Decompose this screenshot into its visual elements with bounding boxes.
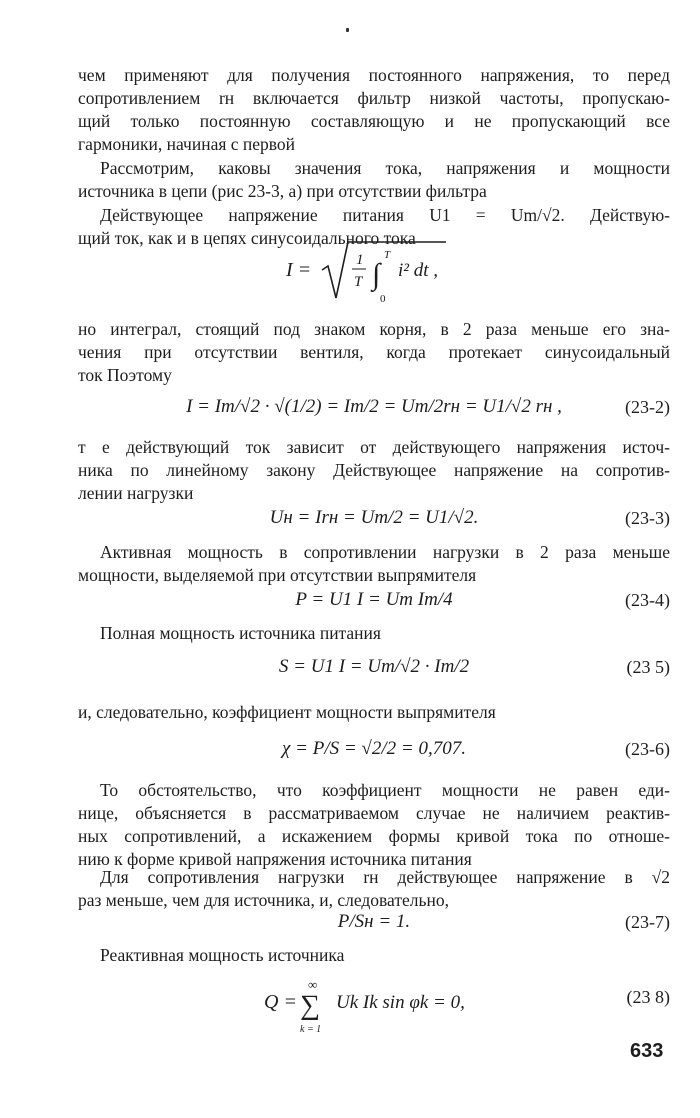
- text-line: ток Поэтому: [78, 365, 172, 385]
- text-line: щий ток, как и в цепях синусоидального тока: [78, 228, 416, 248]
- equation-body: S = U1 I = Um/√2 · Im/2: [278, 656, 470, 677]
- text-line: раз меньше, чем для источника, и, следовательно,: [78, 890, 449, 910]
- text-line: чения при отсутствии вентиля, когда протекает синусоидальный: [78, 342, 670, 362]
- eq-lower-limit: k = 1: [300, 1024, 322, 1035]
- text-line: источника в цепи (рис 23-3, а) при отсутствии фильтра: [78, 181, 487, 201]
- page-number: 633: [630, 1040, 664, 1062]
- integral-equation: [286, 236, 486, 306]
- equation-number: (23-4): [625, 590, 670, 610]
- text-line: мощности, выделяемой при отсутствии выпрямителя: [78, 565, 477, 585]
- eq-body: Uk Ik sin φk = 0,: [336, 992, 465, 1013]
- eq-lower-limit: 0: [380, 293, 386, 305]
- text-line: лении нагрузки: [78, 483, 194, 503]
- text-line: но интеграл, стоящий под знаком корня, в 2 раза меньше его зна-: [78, 319, 670, 339]
- equation-body: χ = P/S = √2/2 = 0,707.: [282, 738, 466, 759]
- eq-numerator: 1: [356, 252, 364, 268]
- equation-number: (23 8): [626, 987, 670, 1007]
- text-line: щий только постоянную составляющую и не пропускающий все: [78, 111, 670, 131]
- text-line: ника по линейному закону Действующее напряжение на сопротив-: [78, 460, 670, 480]
- eq-denominator: T: [354, 274, 363, 290]
- equation-body: P/Sн = 1.: [337, 911, 411, 932]
- text-line: Активная мощность в сопротивлении нагрузки в 2 раза меньше: [100, 542, 670, 562]
- equation-23-6: [78, 734, 670, 764]
- text-line: т е действующий ток зависит от действующего напряжения источ-: [78, 437, 670, 457]
- text-line: Полная мощность источника питания: [100, 623, 381, 643]
- equation-number: (23-7): [625, 912, 670, 932]
- equation-number: (23-2): [625, 397, 670, 417]
- equation-body: Uн = Irн = Um/2 = U1/√2.: [269, 507, 479, 528]
- equation-number: (23-3): [625, 508, 670, 528]
- text-line: То обстоятельство, что коэффициент мощности не равен еди-: [100, 780, 670, 800]
- text-line: чем применяют для получения постоянного напряжения, то перед: [78, 65, 670, 85]
- text-line: гармоники, начиная с первой: [78, 134, 296, 154]
- text-line: нию к форме кривой напряжения источника питания: [78, 849, 472, 869]
- text-line: и, следовательно, коэффициент мощности выпрямителя: [78, 702, 496, 722]
- equation-body: I = Im/√2 · √(1/2) = Im/2 = Um/2rн = U1/√2 rн ,: [186, 396, 562, 417]
- eq-upper-limit: ∞: [308, 980, 318, 992]
- text-line: ных сопротивлений, а искажением формы кривой тока по отноше-: [78, 826, 670, 846]
- eq-body: i² dt ,: [398, 260, 439, 281]
- text-line: сопротивлением rн включается фильтр низкой частоты, пропускаю-: [78, 88, 670, 108]
- sum-sign: ∑: [300, 990, 320, 1021]
- text-line: Для сопротивления нагрузки rн действующее напряжение в √2: [100, 867, 670, 887]
- text-line: Действующее напряжение питания U1 = Um/√2. Действую-: [100, 205, 670, 225]
- equation-23-7: [78, 907, 670, 937]
- equation-number: (23 5): [626, 657, 670, 677]
- print-speck: [346, 28, 349, 32]
- equation-23-4: [78, 585, 670, 615]
- equation-23-8: [78, 982, 670, 1012]
- equation-body: P = U1 I = Um Im/4: [295, 589, 453, 610]
- eq-lhs: Q =: [264, 991, 297, 1013]
- eq-lhs: I =: [286, 259, 312, 281]
- integral-sign: ∫: [372, 258, 381, 291]
- equation-23-2: [78, 392, 670, 422]
- text-line: нице, объясняется в рассматриваемом случае не наличием реактив-: [78, 803, 670, 823]
- text-line: Реактивная мощность источника: [100, 945, 345, 965]
- text-line: Рассмотрим, каковы значения тока, напряжения и мощности: [100, 158, 670, 178]
- equation-23-3: [78, 503, 670, 533]
- equation-23-5: [78, 652, 670, 682]
- eq-upper-limit: T: [384, 249, 391, 261]
- equation-number: (23-6): [625, 739, 670, 759]
